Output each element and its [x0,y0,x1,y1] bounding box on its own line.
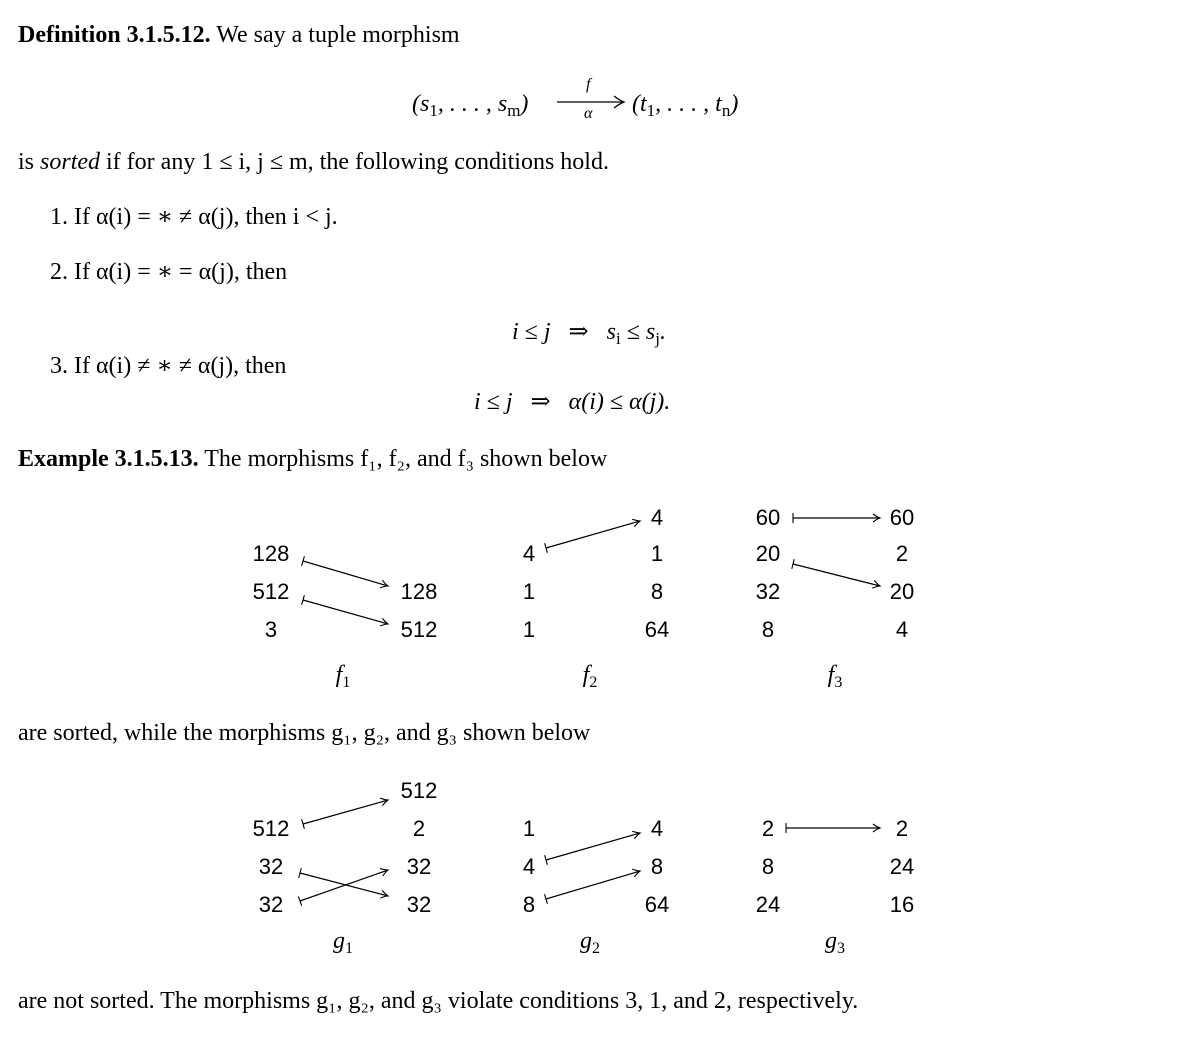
g3-left-0: 2 [761,816,775,841]
f3-left-0: 60 [755,505,781,530]
f3-left-2: 32 [755,579,781,604]
g2-right-1: 8 [650,854,664,879]
g2-right-2: 64 [644,892,670,917]
g3-right-1: 24 [889,854,915,879]
f1-right-0: 128 [400,579,438,604]
tuple-morphism-display: ($s_1$, . . . , $s_m$) [412,91,529,120]
definition-intro: We say a tuple morphism [216,22,460,48]
sorted-line: is sorted if for any 1 ≤ i, j ≤ m, the following conditions hold. [18,149,609,175]
f3-right-3: 4 [895,617,909,642]
g2-arrow-2 [546,871,640,899]
condition-2-display: i ≤ j ⇒ $s_i \le s_j$. [512,319,666,348]
f2-right-2: 8 [650,579,664,604]
f2-right-1: 1 [650,541,664,566]
condition-3-display: i ≤ j ⇒ α(i) ≤ α(j). [474,389,671,415]
g3-label: $g_3$ [825,928,845,957]
f3-left-3: 8 [761,617,775,642]
g1-right-2: 32 [406,854,432,879]
g2-label: $g_2$ [580,928,600,957]
example-conclusion: are not sorted. The morphisms g₁, g₂, and g₃ violate conditions 3, 1, and 2, respectively. [18,988,859,1014]
f3-right-1: 2 [895,541,909,566]
g1-arrow-3 [300,870,388,901]
example-heading: Example 3.1.5.13. [18,446,199,472]
f3-right-2: 20 [889,579,915,604]
f2-right-3: 64 [644,617,670,642]
g2-arrow-1 [546,833,640,860]
f2-left-1: 1 [522,579,536,604]
g3-right-0: 2 [895,816,909,841]
f2-label: $f_2$ [582,662,598,691]
f3-arrow-2 [793,564,880,586]
f2-left-2: 1 [522,617,536,642]
definition-heading: Definition 3.1.5.12. [18,22,211,48]
f2-right-0: 4 [650,505,664,530]
condition-3: 3. If α(i) ≠ ∗ ≠ α(j), then [50,353,287,379]
arrow-label-top: f [586,76,591,93]
f1-left-2: 3 [264,617,278,642]
g1-left-1: 32 [258,854,284,879]
condition-1: 1. If α(i) = ∗ ≠ α(j), then i < j. [50,204,338,230]
g1-left-0: 512 [252,816,290,841]
g3-right-2: 16 [889,892,915,917]
example-intro: The morphisms f₁, f₂, and f₃ shown below [204,446,608,472]
g1-arrow-2 [300,873,388,896]
arrow-label-bottom: α [584,105,593,122]
f3-label: $f_3$ [827,662,843,691]
f1-left-1: 512 [252,579,290,604]
f1-label: $f_1$ [335,662,351,691]
f1-right-1: 512 [400,617,438,642]
f3-left-1: 20 [755,541,781,566]
condition-2: 2. If α(i) = ∗ = α(j), then [50,259,288,285]
g1-label: $g_1$ [333,928,353,957]
f1-arrow-2 [303,600,388,624]
f1-left-0: 128 [252,541,290,566]
g1-right-3: 32 [406,892,432,917]
example-middle: are sorted, while the morphisms g₁, g₂, and g₃ shown below [18,720,591,746]
g2-right-0: 4 [650,816,664,841]
g3-left-1: 8 [761,854,775,879]
g1-right-1: 2 [412,816,426,841]
f1-arrow-1 [303,561,388,586]
g2-left-1: 4 [522,854,536,879]
g2-left-0: 1 [522,816,536,841]
g2-left-2: 8 [522,892,536,917]
f3-right-0: 60 [889,505,915,530]
sorted-word: sorted [40,149,101,175]
g1-right-0: 512 [400,778,438,803]
g1-arrow-1 [303,800,388,824]
g1-left-2: 32 [258,892,284,917]
g3-left-2: 24 [755,892,781,917]
f2-arrow-1 [546,521,640,548]
tuple-codomain: ($t_1$, . . . , $t_n$) [632,91,739,120]
f2-left-0: 4 [522,541,536,566]
